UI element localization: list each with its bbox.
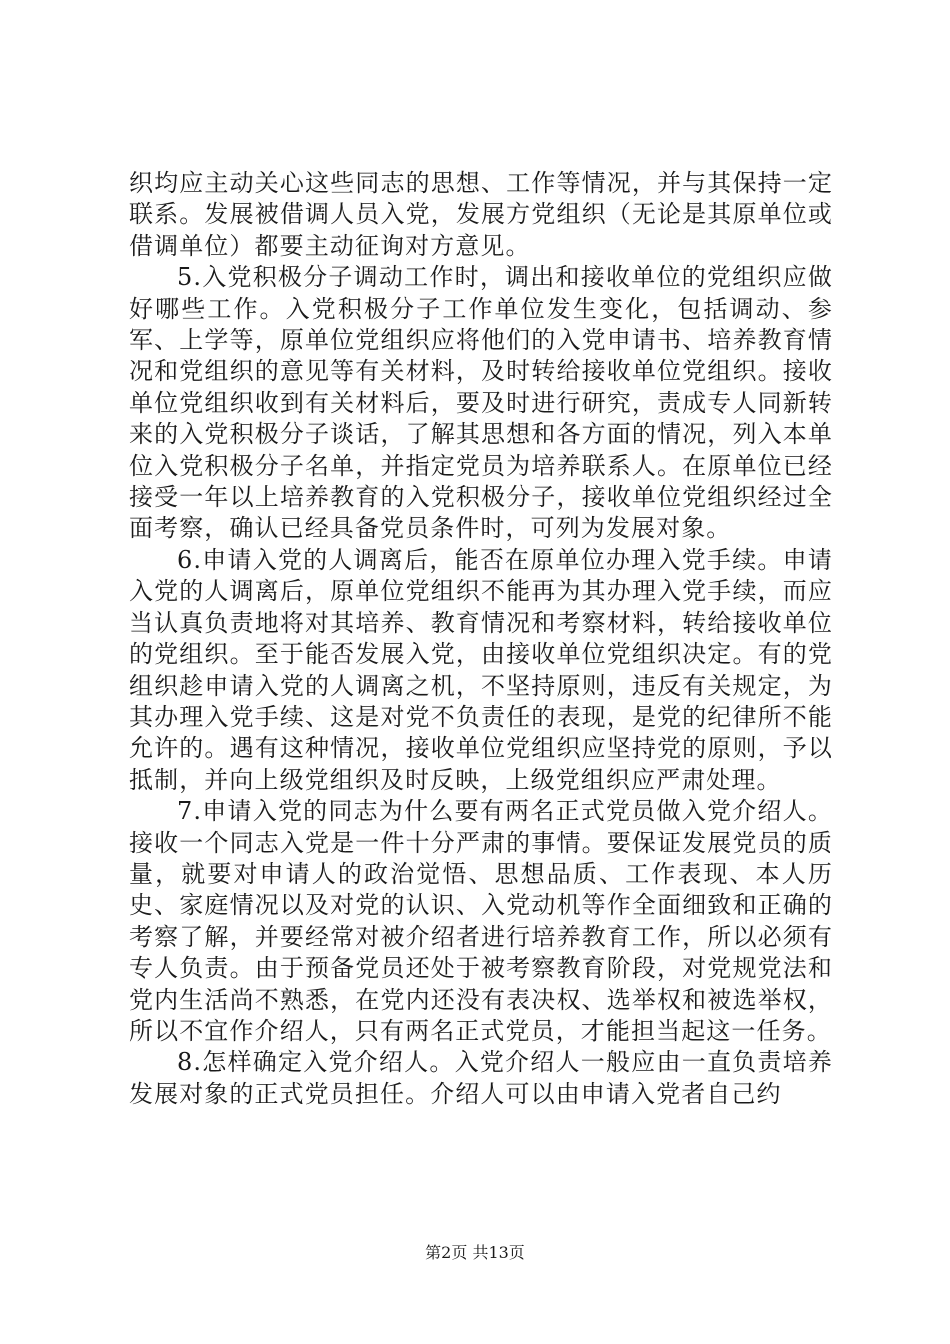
- paragraph-item-8: 8.怎样确定入党介绍人。入党介绍人一般应由一直负责培养发展对象的正式党员担任。介绍人可以由申请入党者自己约: [129, 1048, 833, 1108]
- paragraph-item-5: 5.入党积极分子调动工作时，调出和接收单位的党组织应做好哪些工作。入党积极分子工作单位发生变化，包括调动、参军、上学等，原单位党组织应将他们的入党申请书、培养教育情况和党组织的意见等有关材料，及时转给接收单位党组织。接收单位党组织收到有关材料后，要及时进行研究，责成专人同新转来的入党积极分子谈话，了解其思想和各方面的情况，列入本单位入党积极分子名单，并指定党员为培养联系人。在原单位已经接受一年以上培养教育的入党积极分子，接收单位党组织经过全面考察，确认已经具备党员条件时，可列为发展对象。: [129, 263, 833, 543]
- document-body: [129, 168, 833, 1110]
- paragraph-continuation: 织均应主动关心这些同志的思想、工作等情况，并与其保持一定联系。发展被借调人员入党，发展方党组织（无论是其原单位或借调单位）都要主动征询对方意见。: [129, 169, 833, 260]
- paragraph-item-6: 6.申请入党的人调离后，能否在原单位办理入党手续。申请入党的人调离后，原单位党组织不能再为其办理入党手续，而应当认真负责地将对其培养、教育情况和考察材料，转给接收单位的党组织。至于能否发展入党，由接收单位党组织决定。有的党组织趁申请入党的人调离之机，不坚持原则，违反有关规定，为其办理入党手续、这是对党不负责任的表现，是党的纪律所不能允许的。遇有这种情况，接收单位党组织应坚持党的原则，予以抵制，并向上级党组织及时反映，上级党组织应严肃处理。: [129, 545, 833, 794]
- page-footer: 第2页 共13页: [425, 1243, 525, 1262]
- paragraph-item-7: 7.申请入党的同志为什么要有两名正式党员做入党介绍人。接收一个同志入党是一件十分严肃的事情。要保证发展党员的质量，就要对申请人的政治觉悟、思想品质、工作表现、本人历史、家庭情况以及对党的认识、入党动机等作全面细致和正确的考察了解，并要经常对被介绍者进行培养教育工作，所以必须有专人负责。由于预备党员还处于被考察教育阶段，对党规党法和党内生活尚不熟悉，在党内还没有表决权、选举权和被选举权，所以不宜作介绍人，只有两名正式党员，才能担当起这一任务。: [129, 797, 833, 1045]
